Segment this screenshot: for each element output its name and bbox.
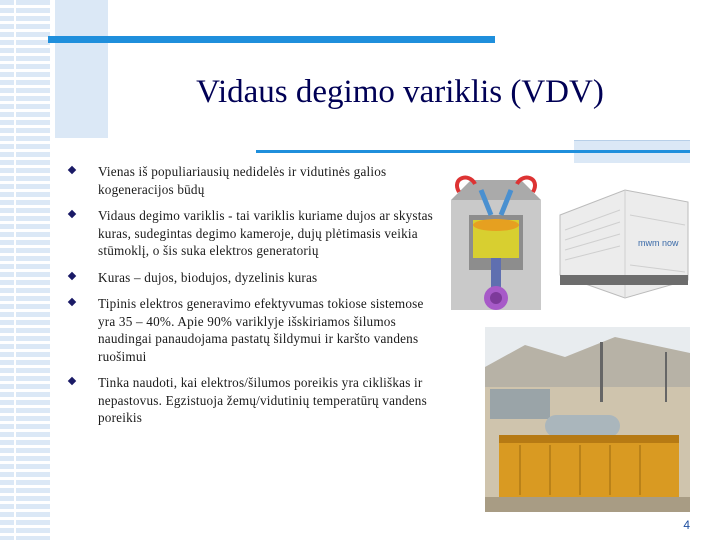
genset-brand-label: mwm now — [638, 238, 679, 248]
industrial-generator-photo — [485, 327, 690, 512]
bullet-icon — [68, 271, 76, 279]
bullet-text: Tipinis elektros generavimo efektyvumas tokiose sistemose yra 35 – 40%. Apie 90% variklyje išskiriamos šilumos naudingai panaudojama pastatų šildymui ir karšto vandens ruošimui — [98, 296, 424, 364]
bullet-icon — [68, 166, 76, 174]
bullet-item — [68, 295, 438, 365]
bullet-item — [68, 207, 438, 260]
slide-title: Vidaus degimo variklis (VDV) — [196, 74, 604, 110]
bullet-icon — [68, 210, 76, 218]
content-accent-bar — [256, 150, 690, 153]
bullet-icon — [68, 377, 76, 385]
bullet-text: Vidaus degimo variklis - tai variklis kuriame dujos ar skystas kuras, sudegintas degimo kameroje, dujų plėtimasis veikia stūmoklį, o šis suka elektros generatorių — [98, 208, 434, 258]
decorative-square — [55, 0, 108, 138]
bullet-list — [68, 163, 438, 436]
bullet-text: Vienas iš populiariausių nedidelės ir vidutinės galios kogeneracijos būdų — [98, 164, 387, 197]
decorative-stripes — [0, 0, 50, 540]
bullet-text: Kuras – dujos, biodujos, dyzelinis kuras — [98, 269, 318, 285]
generator-set-image — [550, 180, 690, 308]
bullet-icon — [68, 298, 76, 306]
engine-cross-section-image — [441, 170, 551, 320]
bullet-text: Tinka naudoti, kai elektros/šilumos poreikis yra cikliškas ir nepastovus. Egzistuoja žemų/vidutinių temperatūrų vandens poreikis — [98, 375, 427, 425]
page-number: 4 — [683, 518, 690, 532]
title-accent-bar — [48, 36, 495, 43]
bullet-item — [68, 374, 438, 427]
bullet-item — [68, 269, 438, 287]
bullet-item — [68, 163, 438, 198]
